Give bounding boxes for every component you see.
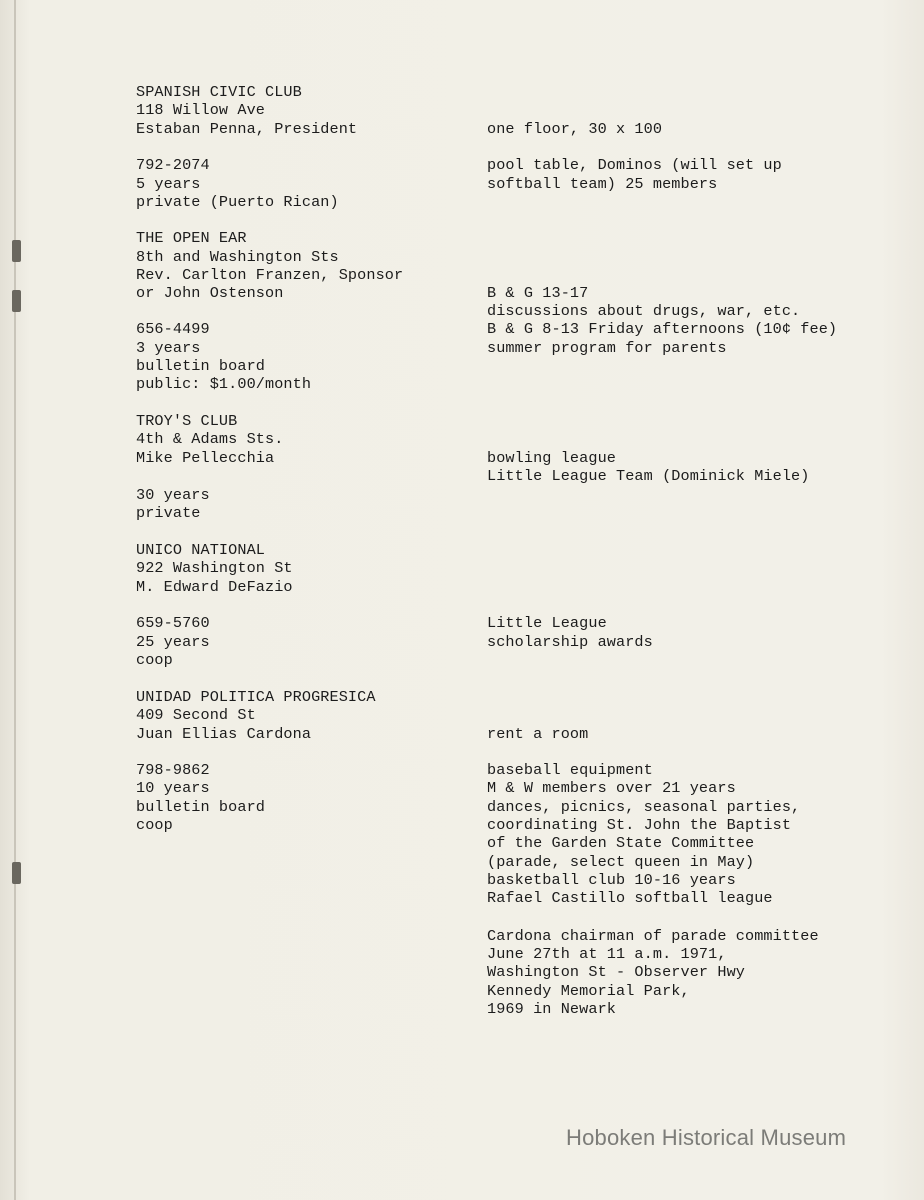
entry-note: B & G 8-13 Friday afternoons (10¢ fee) (487, 320, 838, 338)
entry-note: basketball club 10-16 years (487, 871, 736, 889)
entry-name: TROY'S CLUB (136, 412, 238, 430)
entry-note: one floor, 30 x 100 (487, 120, 663, 138)
binding-hole (12, 862, 21, 884)
entry-years: 25 years (136, 633, 210, 651)
entry-years: 5 years (136, 175, 201, 193)
entry-note: softball team) 25 members (487, 175, 718, 193)
parade-note: June 27th at 11 a.m. 1971, (487, 945, 727, 963)
entry-address: 118 Willow Ave (136, 101, 265, 119)
entry-contact: or John Ostenson (136, 284, 284, 302)
entry-contact: Juan Ellias Cardona (136, 725, 312, 743)
binding-hole (12, 290, 21, 312)
entry-contact: Rev. Carlton Franzen, Sponsor (136, 266, 404, 284)
entry-note: Rafael Castillo softball league (487, 889, 773, 907)
entry-note: pool table, Dominos (will set up (487, 156, 782, 174)
entry-note: bowling league (487, 449, 616, 467)
entry-name: SPANISH CIVIC CLUB (136, 83, 302, 101)
parade-note: 1969 in Newark (487, 1000, 616, 1018)
entry-years: 3 years (136, 339, 201, 357)
entry-note: M & W members over 21 years (487, 779, 736, 797)
entry-publicity: bulletin board (136, 798, 265, 816)
entry-address: 8th and Washington Sts (136, 248, 339, 266)
entry-note: Little League Team (Dominick Miele) (487, 467, 810, 485)
binding-hole (12, 240, 21, 262)
entry-note: discussions about drugs, war, etc. (487, 302, 801, 320)
entry-publicity: bulletin board (136, 357, 265, 375)
entry-note: summer program for parents (487, 339, 727, 357)
entry-name: THE OPEN EAR (136, 229, 247, 247)
entry-phone: 798-9862 (136, 761, 210, 779)
entry-note: of the Garden State Committee (487, 834, 755, 852)
entry-contact: Estaban Penna, President (136, 120, 358, 138)
binding-edge (14, 0, 16, 1200)
entry-address: 4th & Adams Sts. (136, 430, 284, 448)
entry-contact: Mike Pellecchia (136, 449, 275, 467)
entry-type: coop (136, 651, 173, 669)
entry-phone: 659-5760 (136, 614, 210, 632)
museum-watermark: Hoboken Historical Museum (566, 1125, 847, 1150)
entry-type: private (136, 504, 201, 522)
entry-years: 10 years (136, 779, 210, 797)
parade-note: Washington St - Observer Hwy (487, 963, 745, 981)
entry-note: B & G 13-17 (487, 284, 589, 302)
entry-address: 922 Washington St (136, 559, 293, 577)
entry-type: coop (136, 816, 173, 834)
entry-note: rent a room (487, 725, 589, 743)
entry-name: UNIDAD POLITICA PROGRESICA (136, 688, 376, 706)
entry-phone: 792-2074 (136, 156, 210, 174)
entry-note: (parade, select queen in May) (487, 853, 755, 871)
entry-phone: 656-4499 (136, 320, 210, 338)
parade-note: Kennedy Memorial Park, (487, 982, 690, 1000)
entry-years: 30 years (136, 486, 210, 504)
entry-contact: M. Edward DeFazio (136, 578, 293, 596)
entry-note: dances, picnics, seasonal parties, (487, 798, 801, 816)
entry-note: coordinating St. John the Baptist (487, 816, 792, 834)
entry-note: scholarship awards (487, 633, 653, 651)
entry-note: Little League (487, 614, 607, 632)
entry-type: public: $1.00/month (136, 375, 312, 393)
entry-address: 409 Second St (136, 706, 256, 724)
entry-note: baseball equipment (487, 761, 653, 779)
entry-name: UNICO NATIONAL (136, 541, 265, 559)
entry-type: private (Puerto Rican) (136, 193, 339, 211)
parade-note: Cardona chairman of parade committee (487, 927, 819, 945)
